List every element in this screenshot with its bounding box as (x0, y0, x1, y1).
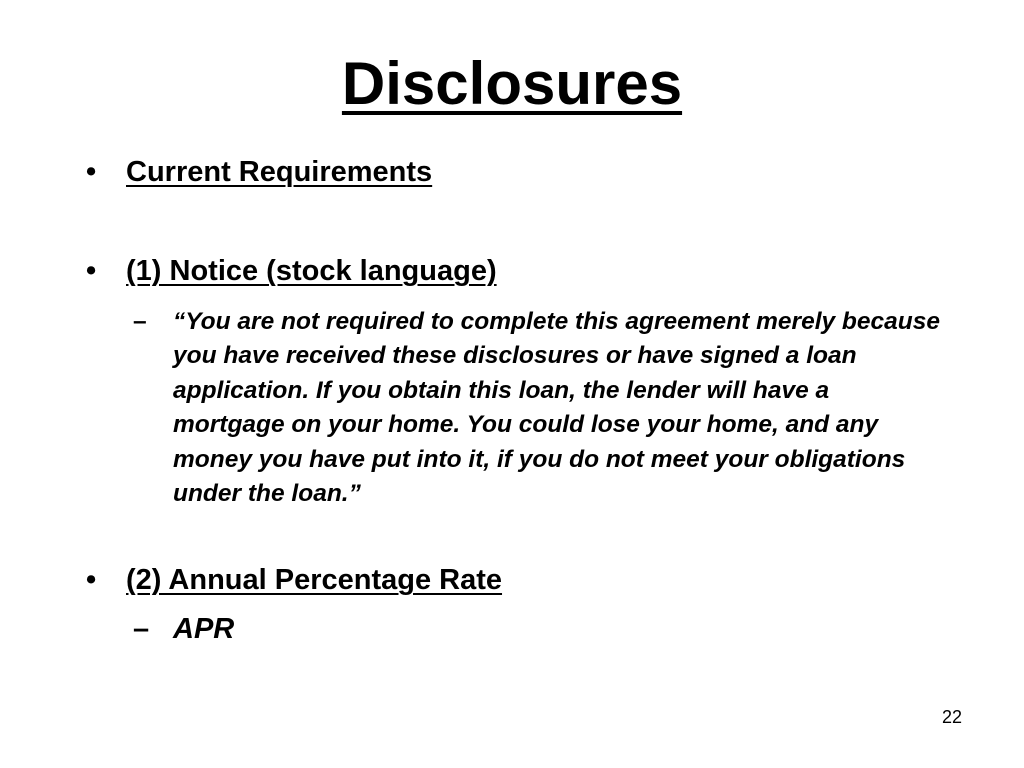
page-number: 22 (941, 707, 962, 727)
bullet-notice (86, 253, 497, 289)
notice-quote-item (133, 305, 943, 511)
notice-quote-text: “You are not required to complete this agreement merely because you have received these disclosures or have signed a loan application. If you obtain this loan, the lender will have a mortgage on your home. You could lose your home, and any money you have put into it, if you do not meet your obligations under the loan.” (173, 308, 940, 508)
bullet-marker: • (86, 156, 97, 188)
bullet-text: (2) Annual Percentage Rate (126, 564, 503, 596)
slide-title-text: Disclosures (341, 50, 683, 117)
bullet-annual-percentage-rate (86, 562, 502, 598)
slide-title (0, 46, 1024, 122)
bullet-text: Current Requirements (126, 156, 433, 188)
bullet-current-requirements (86, 154, 432, 190)
dash-marker: – (133, 613, 150, 645)
apr-item (133, 611, 234, 647)
bullet-text: (1) Notice (stock language) (126, 255, 497, 287)
dash-marker: – (133, 308, 147, 335)
bullet-marker: • (86, 255, 97, 287)
apr-text: APR (173, 613, 235, 645)
bullet-marker: • (86, 564, 97, 596)
